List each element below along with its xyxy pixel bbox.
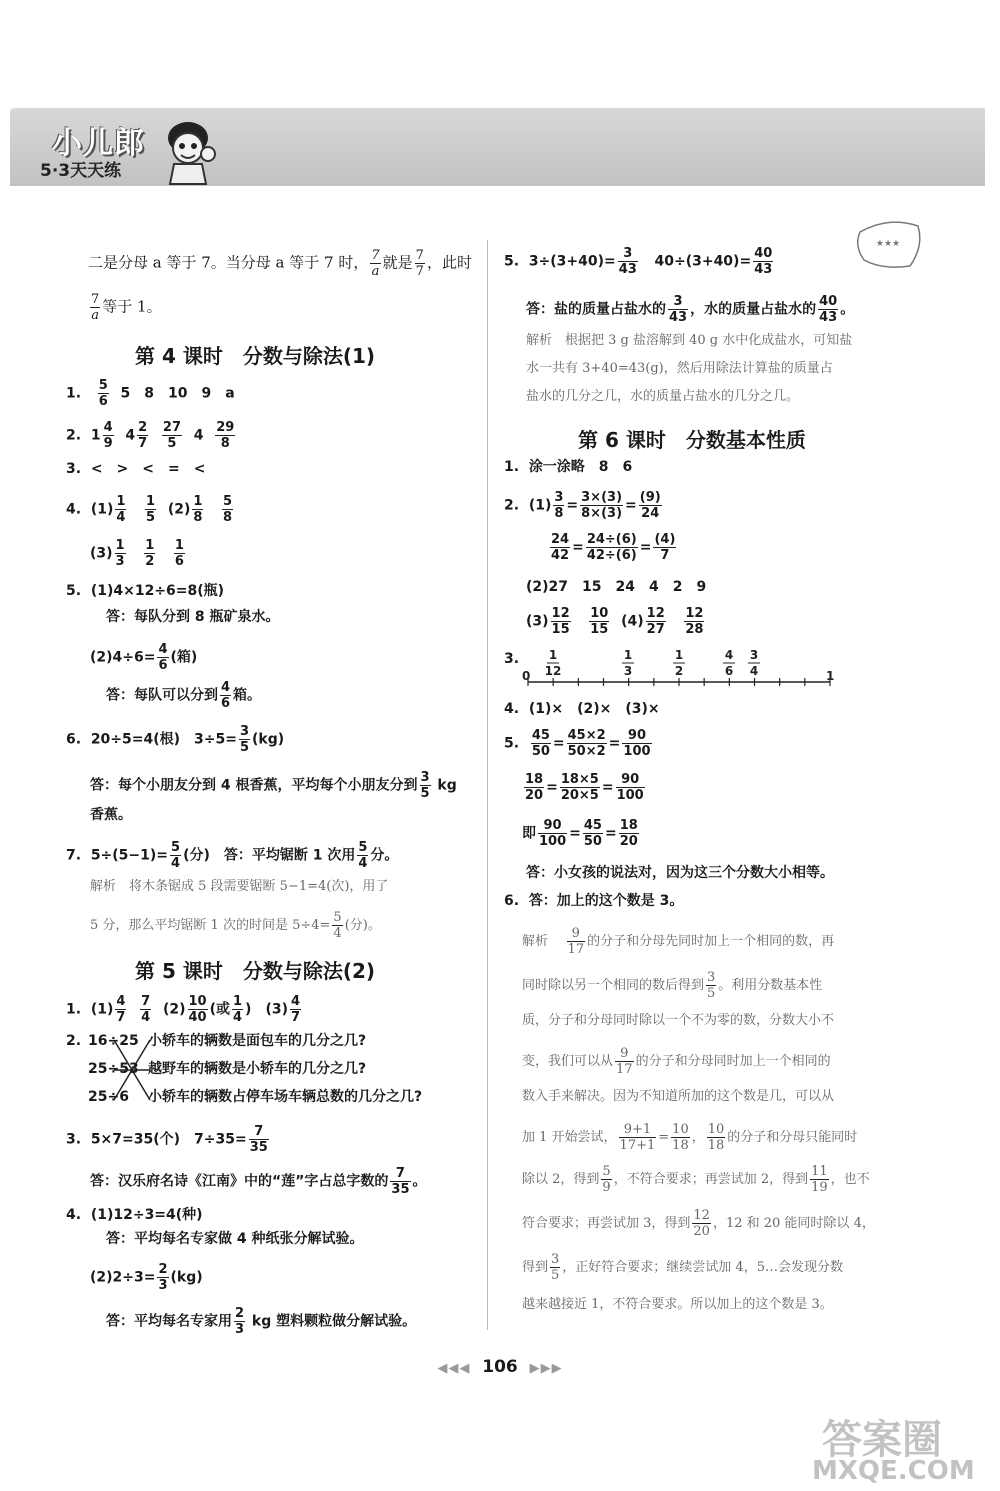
svg-text:6: 6 bbox=[724, 664, 734, 678]
s4-q6: 6. 20÷5=4(根) 3÷5= $\frac{3}{5}$ (kg) bbox=[66, 724, 285, 755]
s4-q5-1: 5. (1)4×12÷6=8(瓶) bbox=[66, 583, 225, 599]
watermark-url: MXQE.COM bbox=[812, 1456, 975, 1486]
section-title-lesson-4: 第 4 课时 分数与除法(1) bbox=[135, 344, 376, 368]
s6-q5-row3: 即 $\frac{90}{100}$ = $\frac{45}{50}$ = $\frac{18}{20}$ bbox=[522, 818, 638, 849]
s4-q5-2-answer: 答：每队可以分到 $\frac{4}{6}$ 箱。 bbox=[106, 680, 262, 711]
s6-q5-answer: 答：小女孩的说法对，因为这三个分数大小相等。 bbox=[526, 865, 834, 881]
r-q5-explanation-2: 水一共有 3+40=43(g)，然后用除法计算盐的质量占 bbox=[526, 361, 833, 376]
column-divider bbox=[487, 240, 488, 1330]
page-footer bbox=[0, 1357, 1000, 1377]
s6-q2-row1: 2. (1) $\frac{3}{8}$ = $\frac{3\times(3)}{8\times(3)}$ = $\frac{(9)}{24}$ bbox=[504, 490, 661, 521]
s4-q4-row2: (3) $\frac{1}{3}$ $\frac{1}{2}$ $\frac{1}{6}$ bbox=[90, 538, 184, 569]
svg-text:1: 1 bbox=[548, 648, 558, 662]
r-q5: 5. 3÷(3+40)= $\frac{3}{43}$ 40÷(3+40)= $\frac{40}{43}$ bbox=[504, 246, 773, 277]
s4-q6-answer: 答：每个小朋友分到 4 根香蕉，平均每个小朋友分到 $\frac{3}{5}$ kg bbox=[90, 770, 457, 801]
s4-q5-2: (2)4÷6= $\frac{4}{6}$ (箱) bbox=[90, 642, 198, 673]
svg-text:1: 1 bbox=[623, 648, 633, 662]
svg-text:★★★: ★★★ bbox=[875, 239, 901, 249]
s4-q7-explanation-2: 5 分，那么平均锯断 1 次的时间是 5÷4= $\frac{5}{4}$ (分)。 bbox=[90, 910, 381, 941]
s6-q6-exp-2: 同时除以另一个相同的数后得到 $\frac{3}{5}$ 。利用分数基本性 bbox=[522, 970, 823, 1001]
r-q5-explanation-1: 解析 根据把 3 g 盐溶解到 40 g 水中化成盐水，可知盐 bbox=[526, 333, 853, 348]
brand-subtitle: 5·3天天练 bbox=[40, 161, 122, 181]
s5-q1: 1. (1) $\frac{4}{7}$ $\frac{7}{4}$ (2) $\frac{10}{40}$ (或 $\frac{1}{4}$ ) (3) $\frac{4}{7}$ bbox=[66, 994, 301, 1025]
s5-q3: 3. 5×7=35(个) 7÷35= $\frac{7}{35}$ bbox=[66, 1124, 268, 1155]
s5-q2-left-3: 25÷6 bbox=[88, 1089, 129, 1105]
svg-text:4: 4 bbox=[749, 664, 759, 678]
r-q5-answer: 答：盐的质量占盐水的 $\frac{3}{43}$ ，水的质量占盐水的 $\frac{40}{43}$ 。 bbox=[526, 294, 855, 325]
s4-q7-explanation-1: 解析 将木条锯成 5 段需要锯断 5−1=4(次)，用了 bbox=[90, 879, 389, 894]
s5-q4-2-answer: 答：平均每名专家用 $\frac{2}{3}$ kg 塑料颗粒做分解试验。 bbox=[106, 1306, 417, 1337]
s6-q6-exp-1: 解析 $\frac{9}{17}$ 的分子和分母先同时加上一个相同的数，再 bbox=[522, 926, 835, 957]
s6-q6-exp-7: 除以 2，得到 $\frac{5}{9}$ ，不符合要求；再尝试加 2，得到 $\frac{11}{19}$ ，也不 bbox=[522, 1164, 870, 1195]
s6-q5-row2: $\frac{18}{20}$ = $\frac{18\times 5}{20\times 5}$ = $\frac{90}{100}$ bbox=[525, 772, 644, 803]
s6-q2-row2: $\frac{24}{42}$ = $\frac{24\div(6)}{42\div(6)}$ = $\frac{(4)}{7}$ bbox=[551, 532, 676, 563]
s6-q6-exp-5: 数入手来解决。因为不知道所加的这个数是几，可以从 bbox=[522, 1089, 835, 1104]
s6-q2-row4: (3) $\frac{12}{15}$ $\frac{10}{15}$ (4) $\frac{12}{27}$ $\frac{12}{28}$ bbox=[526, 606, 704, 637]
watermark-logo: 答案圈 bbox=[822, 1417, 942, 1463]
svg-text:2: 2 bbox=[674, 664, 684, 678]
s4-q4-row1: 4. (1) $\frac{1}{4}$ $\frac{1}{5}$ (2) $\frac{1}{8}$ $\frac{5}{8}$ bbox=[66, 494, 233, 525]
intro-line-2: $\frac{7}{a}$ 等于 1。 bbox=[91, 292, 162, 323]
stamp-icon bbox=[852, 216, 924, 270]
nl-label-4-6 bbox=[723, 648, 735, 678]
nl-label-1-3 bbox=[622, 648, 634, 678]
nl-label-1-12 bbox=[545, 648, 562, 678]
s5-q4-1: 4. (1)12÷3=4(种) bbox=[66, 1207, 203, 1223]
s5-q4-1-answer: 答：平均每名专家做 4 种纸张分解试验。 bbox=[106, 1231, 364, 1247]
s6-q6-exp-9: 得到 $\frac{3}{5}$ ，正好符合要求；继续尝试加 4，5…会发现分数 bbox=[522, 1252, 843, 1283]
section-title-lesson-5: 第 5 课时 分数与除法(2) bbox=[135, 959, 376, 983]
s4-q2: 2. 1 $\frac{4}{9}$ 4 $\frac{2}{7}$ $\frac{27}{5}$ 4 $\frac{29}{8}$ bbox=[66, 420, 235, 451]
svg-text:4: 4 bbox=[724, 648, 734, 662]
r-q5-explanation-3: 盐水的几分之几，水的质量占盐水的几分之几。 bbox=[526, 389, 800, 404]
s6-q2-row3: (2)27 15 24 4 2 9 bbox=[526, 579, 707, 595]
s4-q7: 7. 5÷(5−1)= $\frac{5}{4}$ (分) 答：平均锯断 1 次用 $\frac{5}{4}$ 分。 bbox=[66, 840, 399, 871]
brand-title: 小儿郎 bbox=[52, 126, 145, 161]
nl-label-1-2 bbox=[673, 648, 685, 678]
nl-label-3-4 bbox=[748, 648, 760, 678]
section-title-lesson-6: 第 6 课时 分数基本性质 bbox=[578, 428, 806, 452]
s5-q3-answer: 答：汉乐府名诗《江南》中的“莲”字占总字数的 $\frac{7}{35}$ 。 bbox=[90, 1166, 427, 1197]
s4-q3: 3. < > < = < bbox=[66, 461, 206, 477]
svg-text:12: 12 bbox=[544, 664, 562, 678]
s6-q6-exp-8: 符合要求；再尝试加 3，得到 $\frac{12}{20}$ ，12 和 20 能同时除以 4， bbox=[522, 1208, 875, 1239]
matching-lines bbox=[112, 1034, 152, 1106]
page-number: 106 bbox=[482, 1357, 518, 1377]
s4-q5-1-answer: 答：每队分到 8 瓶矿泉水。 bbox=[106, 609, 280, 625]
s6-q6-exp-4: 变，我们可以从 $\frac{9}{17}$ 的分子和分母同时加上一个相同的 bbox=[522, 1046, 831, 1077]
s5-q2-left-2: 25÷53 bbox=[88, 1061, 139, 1077]
s4-q1: 1. $\frac{5}{6}$ 5 8 10 9 a bbox=[66, 378, 235, 409]
svg-text:3: 3 bbox=[749, 648, 759, 662]
s6-q1: 1. 涂一涂略 8 6 bbox=[504, 459, 633, 475]
next-arrows-icon: ▶▶▶ bbox=[529, 1361, 563, 1376]
fraction: $\frac{7}{a}$ bbox=[371, 248, 380, 279]
s6-q3-label: 3. bbox=[504, 651, 520, 667]
s5-q4-2: (2)2÷3= $\frac{2}{3}$ (kg) bbox=[90, 1262, 203, 1293]
s5-q2-right-1: 小轿车的辆数是面包车的几分之几? bbox=[148, 1033, 367, 1049]
svg-text:3: 3 bbox=[623, 664, 633, 678]
s5-q2-label: 2. bbox=[66, 1033, 82, 1049]
header-band bbox=[10, 108, 985, 186]
number-line-zero: 0 bbox=[522, 669, 531, 683]
s5-q2-right-3: 小轿车的辆数占停车场车辆总数的几分之几? bbox=[148, 1089, 423, 1105]
s6-q6-exp-3: 质，分子和分母同时除以一个不为零的数，分数大小不 bbox=[522, 1013, 835, 1028]
s6-q5-row1: 5. $\frac{45}{50}$ = $\frac{45\times 2}{50\times 2}$ = $\frac{90}{100}$ bbox=[504, 728, 651, 759]
s6-q4: 4. (1)× (2)× (3)× bbox=[504, 701, 660, 717]
svg-text:1: 1 bbox=[674, 648, 684, 662]
s5-q2-right-2: 越野车的辆数是小轿车的几分之几? bbox=[148, 1061, 367, 1077]
prev-arrows-icon: ◀◀◀ bbox=[437, 1361, 471, 1376]
number-line-one: 1 bbox=[826, 669, 835, 683]
s5-q2-left-1: 16÷25 bbox=[88, 1033, 139, 1049]
s4-q6-answer-2: 香蕉。 bbox=[90, 807, 132, 823]
s6-q6-exp-6: 加 1 开始尝试， $\frac{9+1}{17+1}$ = $\frac{10}{18}$ ， $\frac{10}{18}$ 的分子和分母只能同时 bbox=[522, 1122, 858, 1153]
mascot-boy-icon bbox=[160, 116, 220, 186]
number-line bbox=[518, 646, 838, 692]
s6-q6-exp-10: 越来越接近 1，不符合要求。所以加上的这个数是 3。 bbox=[522, 1297, 833, 1312]
s6-q6: 6. 答：加上的这个数是 3。 bbox=[504, 893, 684, 909]
intro-line-1: 二是分母 a 等于 7。当分母 a 等于 7 时， $\frac{7}{a}$ 就是 $\frac{7}{7}$ ，此时 bbox=[88, 248, 472, 279]
